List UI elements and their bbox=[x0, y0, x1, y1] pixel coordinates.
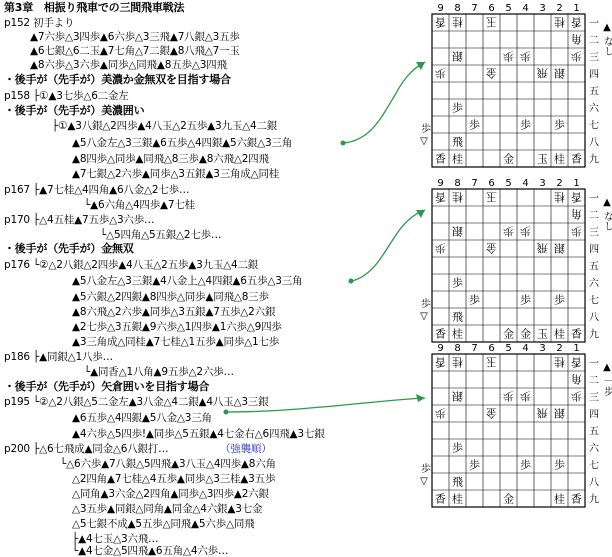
file-label: 7 bbox=[471, 178, 477, 189]
strong-line-link[interactable]: （強襲順） bbox=[220, 443, 272, 455]
shogi-piece: 歩 bbox=[571, 50, 582, 63]
shogi-piece: 香 bbox=[571, 16, 582, 30]
shogi-piece: 香 bbox=[435, 327, 446, 341]
rank-label: 二 bbox=[589, 376, 599, 387]
shogi-piece: 飛 bbox=[452, 476, 463, 489]
file-label: 3 bbox=[539, 3, 545, 14]
section-heading: ・後手が（先手が）矢倉囲いを目指す場合 bbox=[4, 381, 209, 393]
move-line: ▲5六銀△2四銀▲8四歩△同歩▲同飛△8三歩 bbox=[72, 291, 269, 303]
shogi-piece: 銀 bbox=[452, 225, 463, 238]
file-label: 9 bbox=[437, 3, 443, 14]
shogi-piece: 桂 bbox=[452, 16, 463, 30]
file-label: 5 bbox=[505, 343, 511, 354]
shogi-piece: 銀 bbox=[452, 390, 463, 403]
file-label: 7 bbox=[471, 3, 477, 14]
sente-hand: ▲ なし bbox=[602, 197, 612, 231]
shogi-piece: 香 bbox=[435, 191, 446, 205]
file-label: 5 bbox=[505, 178, 511, 189]
shogi-piece: 歩 bbox=[503, 50, 514, 63]
shogi-piece: 歩 bbox=[554, 459, 565, 472]
move-line: ▲7七銀△2六歩▲同歩△3五銀▲3三角成△同桂 bbox=[72, 168, 279, 180]
shogi-piece: 金 bbox=[503, 152, 514, 166]
move-line: p158 ├①▲3七歩△6二金左 bbox=[4, 90, 129, 102]
rank-label: 五 bbox=[589, 86, 599, 98]
move-line: p152 初手より bbox=[4, 17, 74, 29]
move-line: ├▲4七玉△3六飛… bbox=[72, 533, 158, 545]
shogi-piece: 歩 bbox=[520, 294, 531, 307]
shogi-piece: 歩 bbox=[452, 102, 463, 115]
shogi-piece: 歩 bbox=[554, 294, 565, 307]
shogi-piece: 香 bbox=[571, 191, 582, 205]
rank-label: 九 bbox=[589, 153, 599, 166]
gote-hand: 歩 ▽ bbox=[419, 462, 431, 487]
move-line: p186 ├▲同銀△1八歩… bbox=[4, 351, 113, 363]
file-label: 8 bbox=[454, 178, 460, 189]
shogi-piece: 桂 bbox=[554, 327, 565, 341]
file-label: 1 bbox=[573, 3, 579, 14]
shogi-piece: 角 bbox=[571, 208, 582, 222]
shogi-piece: 香 bbox=[571, 492, 582, 506]
shogi-piece: 歩 bbox=[520, 225, 531, 238]
move-line: └△6六歩▲7八銀△5四飛▲3八玉△4四歩▲8六角 bbox=[60, 458, 276, 470]
file-label: 7 bbox=[471, 343, 477, 354]
shogi-piece: 桂 bbox=[452, 327, 463, 341]
shogi-piece: 桂 bbox=[554, 16, 565, 30]
shogi-piece: 角 bbox=[571, 33, 582, 47]
shogi-piece: 歩 bbox=[435, 407, 446, 420]
shogi-piece: 香 bbox=[571, 327, 582, 341]
file-label: 6 bbox=[488, 3, 494, 14]
move-line: p176 └②△2八銀△2四歩▲4八玉△2五歩▲3九玉△4二銀 bbox=[4, 259, 258, 271]
shogi-piece: 歩 bbox=[503, 390, 514, 403]
shogi-piece: 香 bbox=[435, 16, 446, 30]
shogi-piece: 玉 bbox=[486, 191, 497, 204]
shogi-piece: 歩 bbox=[469, 119, 480, 132]
rank-label: 九 bbox=[589, 328, 599, 341]
shogi-piece: 香 bbox=[435, 492, 446, 506]
rank-label: 一 bbox=[589, 19, 599, 30]
file-label: 1 bbox=[573, 178, 579, 189]
rank-label: 四 bbox=[589, 244, 599, 256]
shogi-piece: 歩 bbox=[452, 442, 463, 455]
rank-label: 八 bbox=[589, 313, 599, 324]
file-label: 9 bbox=[437, 343, 443, 354]
shogi-piece: 桂 bbox=[452, 492, 463, 506]
move-line: △3五歩▲同銀△同角▲同金△4六銀▲3七金 bbox=[72, 503, 262, 515]
section-heading: ・後手が（先手が）美濃か金無双を目指す場合 bbox=[4, 74, 231, 86]
move-line: p195 └②△2八銀△5二金左▲3八金△4二銀▲4八玉△3三銀 bbox=[4, 396, 268, 408]
move-line: ▲5八金左△3三銀▲4八金上△4四銀▲6五歩△3三角 bbox=[72, 275, 302, 287]
rank-label: 五 bbox=[589, 426, 599, 438]
section-heading: ・後手が（先手が）金無双 bbox=[4, 243, 134, 255]
move-line: p170 ├△4五桂▲7五歩△3六歩… bbox=[4, 214, 154, 226]
shogi-piece: 金 bbox=[520, 327, 531, 341]
file-label: 3 bbox=[539, 178, 545, 189]
rank-label: 四 bbox=[589, 69, 599, 81]
shogi-piece: 歩 bbox=[452, 277, 463, 290]
shogi-piece: 金 bbox=[503, 327, 514, 341]
file-label: 8 bbox=[454, 3, 460, 14]
move-line: └▲4七金△5四飛▲6五角△4六歩… bbox=[72, 545, 228, 557]
rank-label: 八 bbox=[589, 138, 599, 149]
shogi-piece: 玉 bbox=[486, 16, 497, 29]
move-line: ▲8六歩△3六歩▲同歩△同飛▲8五歩△3四飛 bbox=[30, 59, 227, 71]
shogi-piece: 桂 bbox=[554, 152, 565, 166]
file-label: 5 bbox=[505, 3, 511, 14]
shogi-piece: 銀 bbox=[554, 67, 565, 80]
shogi-piece: 桂 bbox=[554, 492, 565, 506]
rank-label: 六 bbox=[589, 278, 600, 290]
shogi-piece: 玉 bbox=[537, 153, 548, 166]
shogi-piece: 銀 bbox=[554, 242, 565, 255]
shogi-piece: 歩 bbox=[503, 225, 514, 238]
sente-hand: ▲ なし bbox=[602, 22, 612, 56]
shogi-piece: 金 bbox=[486, 407, 497, 421]
shogi-piece: 桂 bbox=[554, 191, 565, 205]
shogi-piece: 歩 bbox=[571, 390, 582, 403]
move-line: ▲6七銀△6二玉▲7七角△7二銀▲8八飛△7一玉 bbox=[30, 45, 240, 57]
move-line: ▲8四歩△同歩▲同飛△8三歩▲8六飛△2四飛 bbox=[72, 153, 269, 165]
shogi-piece: 歩 bbox=[520, 119, 531, 132]
move-line: ▲3三角成△同桂▲7七桂△1五歩▲同歩△1七歩 bbox=[72, 336, 279, 348]
file-label: 2 bbox=[556, 3, 562, 14]
shogi-piece: 歩 bbox=[435, 67, 446, 80]
rank-label: 六 bbox=[589, 443, 600, 455]
shogi-piece: 桂 bbox=[452, 191, 463, 205]
shogi-piece: 金 bbox=[486, 242, 497, 256]
rank-label: 二 bbox=[589, 36, 599, 47]
move-line: ▲7六歩△3四歩▲6六歩△3三飛▲7八銀△3五歩 bbox=[30, 31, 240, 43]
shogi-piece: 桂 bbox=[554, 356, 565, 370]
shogi-piece: 歩 bbox=[554, 119, 565, 132]
rank-label: 一 bbox=[589, 194, 599, 205]
gote-hand: 歩 ▽ bbox=[419, 122, 431, 147]
shogi-piece: 歩 bbox=[520, 50, 531, 63]
move-line: △2四角▲7七桂△4五歩▲同歩△3三桂▲3五歩 bbox=[72, 473, 275, 485]
shogi-piece: 銀 bbox=[452, 50, 463, 63]
rank-label: 六 bbox=[589, 103, 600, 115]
file-label: 4 bbox=[522, 178, 528, 189]
shogi-piece: 飛 bbox=[537, 407, 548, 420]
shogi-piece: 歩 bbox=[520, 459, 531, 472]
file-label: 6 bbox=[488, 343, 494, 354]
sente-hand: ▲ 一歩 bbox=[602, 362, 612, 397]
file-label: 2 bbox=[556, 178, 562, 189]
move-line: └▲同香△1八角▲9五歩△2六歩… bbox=[84, 366, 234, 378]
move-line: ├①▲3八銀△2四歩▲4八玉△2五歩▲3九玉△4二銀 bbox=[52, 120, 277, 132]
move-line: ▲2七歩△3五銀▲9六歩△1四歩▲1六歩△9四歩 bbox=[72, 321, 282, 333]
rank-label: 二 bbox=[589, 211, 599, 222]
rank-label: 九 bbox=[589, 493, 599, 506]
rank-label: 三 bbox=[589, 52, 599, 64]
rank-label: 八 bbox=[589, 478, 599, 489]
shogi-piece: 歩 bbox=[571, 225, 582, 238]
shogi-piece: 飛 bbox=[537, 67, 548, 80]
rank-label: 三 bbox=[589, 227, 599, 239]
move-line: ▲4六歩△5四歩!▲同歩△5五銀▲4七金右△6四飛▲3七銀 bbox=[72, 428, 325, 440]
rank-label: 四 bbox=[589, 409, 599, 421]
gote-hand: 歩 ▽ bbox=[419, 297, 431, 322]
shogi-piece: 桂 bbox=[452, 356, 463, 370]
shogi-piece: 金 bbox=[503, 492, 514, 506]
shogi-piece: 銀 bbox=[554, 407, 565, 420]
move-line: △5七銀不成▲5五歩△同飛▲5六歩△同飛 bbox=[72, 518, 254, 530]
shogi-piece: 香 bbox=[571, 152, 582, 166]
file-label: 1 bbox=[573, 343, 579, 354]
move-line: p200 ├△6七飛成▲同金△6八銀打… bbox=[4, 443, 168, 455]
shogi-piece: 香 bbox=[435, 356, 446, 370]
shogi-piece: 香 bbox=[571, 356, 582, 370]
shogi-piece: 飛 bbox=[452, 136, 463, 149]
shogi-piece: 歩 bbox=[469, 294, 480, 307]
file-label: 3 bbox=[539, 343, 545, 354]
rank-label: 七 bbox=[589, 294, 599, 307]
move-line: └△5四角△5五銀△2七歩… bbox=[100, 229, 221, 241]
move-line: ▲5八金左△3三銀▲6五歩△4四銀▲5六銀△3三角 bbox=[72, 137, 292, 149]
file-label: 6 bbox=[488, 178, 494, 189]
shogi-piece: 桂 bbox=[452, 152, 463, 166]
move-line: └▲6六角△4四歩▲7七桂 bbox=[84, 199, 195, 211]
shogi-piece: 玉 bbox=[537, 328, 548, 341]
shogi-piece: 飛 bbox=[537, 242, 548, 255]
shogi-piece: 香 bbox=[435, 152, 446, 166]
rank-label: 一 bbox=[589, 359, 599, 370]
shogi-piece: 角 bbox=[571, 373, 582, 387]
move-line: ▲8六飛△2六歩▲同歩△3五銀▲7五歩△2六銀 bbox=[72, 306, 275, 318]
file-label: 2 bbox=[556, 343, 562, 354]
chapter-title: 第3章 相振り飛車での三間飛車戦法 bbox=[4, 2, 184, 14]
move-line: p167 ├▲7七桂△4四角▲6八金△2七歩… bbox=[4, 184, 189, 196]
rank-label: 五 bbox=[589, 261, 599, 273]
shogi-piece: 玉 bbox=[486, 356, 497, 369]
rank-label: 七 bbox=[589, 119, 599, 132]
move-line: ▲6五歩△4四銀▲5八金△3三角 bbox=[72, 412, 212, 424]
shogi-piece: 金 bbox=[486, 67, 497, 81]
rank-label: 三 bbox=[589, 392, 599, 404]
shogi-piece: 歩 bbox=[520, 390, 531, 403]
file-label: 4 bbox=[522, 343, 528, 354]
shogi-piece: 歩 bbox=[469, 459, 480, 472]
move-line: △同角▲3六金△2四角▲同歩△3四歩▲2六銀 bbox=[72, 488, 269, 500]
file-label: 9 bbox=[437, 178, 443, 189]
rank-label: 七 bbox=[589, 459, 599, 472]
shogi-piece: 飛 bbox=[452, 311, 463, 324]
file-label: 4 bbox=[522, 3, 528, 14]
section-heading: ・後手が（先手が）美濃囲い bbox=[4, 105, 144, 117]
file-label: 8 bbox=[454, 343, 460, 354]
shogi-piece: 歩 bbox=[435, 242, 446, 255]
